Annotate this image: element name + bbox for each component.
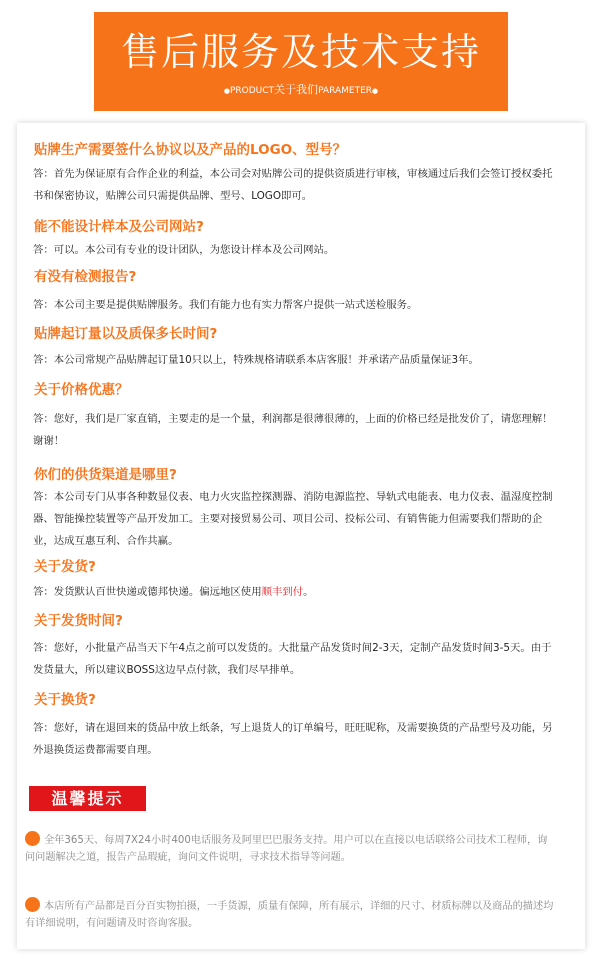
faq-answer-6: 答：本公司专门从事各种数显仪表、电力火灾监控探测器、消防电源监控、导轨式电能表、电力仪表、温湿度控制器、智能操控装置等产品开发加工。主要对接贸易公司、项目公司、投标公司、有销售能力但需要我们帮助的企业，达成互惠互利、合作共赢。 [33,491,553,547]
faq-answer-2: 答：可以。本公司有专业的设计团队，为您设计样本及公司网站。 [33,244,335,256]
tips-note-2-text: 本店所有产品都是百分百实物拍摄，一手货源，质量有保障，所有展示，详细的尺寸、材质标牌以及商品的描述均有详细说明，有问题请及时咨询客服。 [25,901,554,929]
faq-answer-7-tail: 。 [303,586,314,598]
tips-note-1 [25,831,557,866]
faq-answer-4: 答：本公司常规产品贴牌起订量10只以上，特殊规格请联系本店客服！并承诺产品质量保证3年。 [33,354,479,366]
faq-answer-5: 答：您好，我们是厂家直销，主要走的是一个量，利润都是很薄很薄的，上面的价格已经是批发价了，请您理解！谢谢！ [33,413,553,447]
banner-subtitle-mid: 关于我们 [274,83,319,96]
faq-question-9: 关于换货? [34,692,96,708]
faq-question-5: 关于价格优惠？ [34,382,129,398]
faq-question-2: 能不能设计样本及公司网站? [34,219,204,235]
banner-subtitle-left: PRODUCT [229,86,275,96]
faq-question-6: 你们的供货渠道是哪里? [34,467,177,483]
faq-question-3: 有没有检测报告? [34,269,137,285]
faq-answer-7-highlight: 顺丰到付 [261,586,304,598]
tips-label: 温馨提示 [29,786,146,811]
banner-subtitle [94,83,508,98]
banner-title: 售后服务及技术支持 [120,30,481,74]
header-banner [94,12,508,111]
orange-bullet-icon [25,897,40,912]
faq-answer-8: 答：您好，小批量产品当天下午4点之前可以发货的。大批量产品发货时间2-3天，定制产品发货时间3-5天。由于发货量大，所以建议BOSS这边早点付款，我们尽早排单。 [33,642,552,676]
faq-answer-1: 答：首先为保证原有合作企业的利益，本公司会对贴牌公司的提供资质进行审核，审核通过后我们会签订授权委托书和保密协议，贴牌公司只需提供品牌、型号、LOGO即可。 [33,168,553,202]
faq-answer-3: 答：本公司主要是提供贴牌服务。我们有能力也有实力帮客户提供一站式送检服务。 [33,299,418,311]
orange-bullet-icon [25,831,40,846]
dot-left-icon: ● [223,87,230,95]
faq-answer-7-text: 答：发货默认百世快递或德邦快递。偏远地区使用 [33,586,262,598]
faq-answer-9: 答：您好，请在退回来的货品中放上纸条，写上退货人的订单编号，旺旺昵称，及需要换货的产品型号及功能，另外退换货运费都需要自理。 [33,722,553,756]
faq-question-8: 关于发货时间? [34,613,123,629]
dot-right-icon: ● [372,87,379,95]
faq-question-7: 关于发货? [34,559,96,575]
tips-note-2 [25,897,557,932]
faq-question-4: 贴牌起订量以及质保多长时间? [34,326,218,342]
faq-question-1: 贴牌生产需要签什么协议以及产品的LOGO、型号？ [34,142,347,158]
tips-note-1-text: 全年365天、每周7X24小时400电话服务及阿里巴巴服务支持。用户可以在直接以电话联络公司技术工程师，询问问题解决之道，报告产品瑕疵，询问文件说明，寻求技术指导等问题。 [25,835,548,863]
banner-subtitle-right: PARAMETER [318,86,373,96]
faq-answer-7 [33,581,553,603]
